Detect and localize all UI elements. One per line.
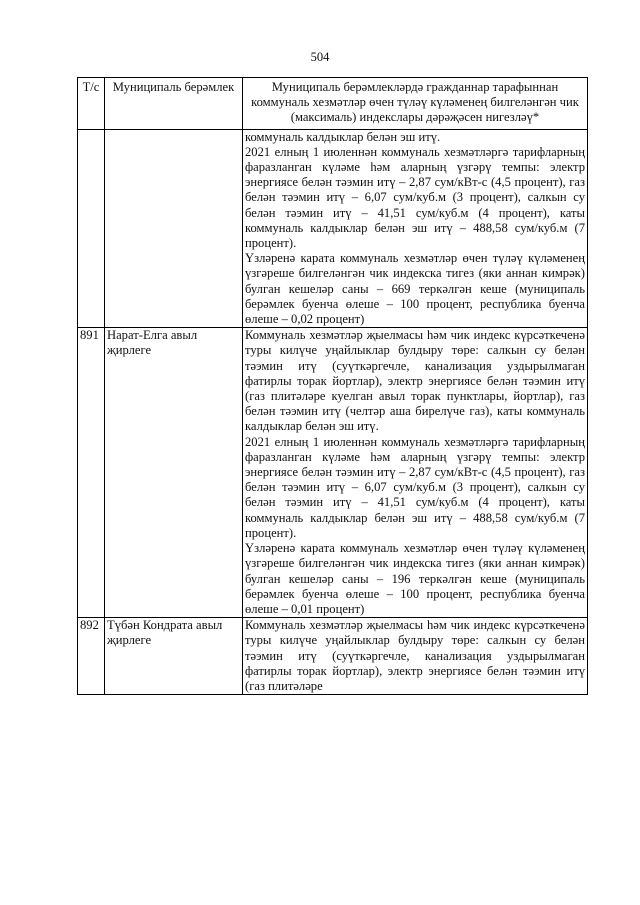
row-municipality: Түбән Кондрата авыл җирлеге: [105, 618, 243, 695]
row-number: 891: [78, 328, 105, 618]
description-paragraph: коммуналь калдыклар белән эш итү.: [245, 129, 441, 144]
table-row: [78, 129, 588, 328]
row-description: [243, 618, 588, 695]
description-paragraph: Коммуналь хезмәтләр җыелмасы һәм чик индекс күрсәткеченә туры килүче уңайлыклар булдыру төре: салкын су белән тәэмин итү (суүткәргечле, канализация уздырылмаган фатирлы торак йортлар), электр энергиясе белән тәэмин итү (газ плитәләре: [245, 618, 585, 693]
header-municipality: Муниципаль берәмлек: [105, 78, 243, 130]
page-number: 504: [310, 50, 330, 64]
description-paragraph: 2021 елның 1 июленнән коммуналь хезмәтләргә тарифларның фаразланган күләме һәм аларның үзгәрү темпы: электр энергиясе белән тәэмин итү – 2,87 сум/кВт-с (4,5 процент), газ белән тәэмин итү – 6,07 сум/куб.м (3 процент), салкын су белән тәэмин итү – 41,51 сум/куб.м (4 процент), каты коммуналь калдыклар белән эш итү – 488,58 сум/куб.м (7 процент).: [245, 434, 585, 540]
table-header-row: [78, 78, 588, 130]
description-paragraph: 2021 елның 1 июленнән коммуналь хезмәтләргә тарифларның фаразланган күләме һәм аларның үзгәрү темпы: электр энергиясе белән тәэмин итү – 2,87 сум/кВт-с (4,5 процент), газ белән тәэмин итү – 6,07 сум/куб.м (3 процент), салкын су белән тәэмин итү – 41,51 сум/куб.м (4 процент), каты коммуналь калдыклар белән эш итү – 488,58 сум/куб.м (7 процент).: [245, 144, 585, 251]
description-paragraph: Үзләренә карата коммуналь хезмәтләр өчен түләү күләменең үзгәреше билгеләнгән чик индекска тигез (яки аннан кимрәк) булган кешеләр саны – 196 теркәлгән кеше (муниципаль берәмлек буенча өлеше – 100 процент, республика буенча өлеше – 0,01 процент): [245, 541, 585, 616]
row-municipality: [105, 129, 243, 328]
row-number: 892: [78, 618, 105, 695]
row-municipality: Нарат-Елга авыл җирлеге: [105, 328, 243, 618]
row-description: [243, 328, 588, 618]
row-description: [243, 129, 588, 328]
row-number: [78, 129, 105, 328]
header-description: Муниципаль берәмлекләрдә гражданнар тарафыннан коммуналь хезмәтләр өчен түләү күләменең билгеләнгән чик (максималь) индекслары дәрәҗәсен нигезләү*: [243, 78, 588, 130]
table-row: [78, 618, 588, 695]
description-paragraph: Коммуналь хезмәтләр җыелмасы һәм чик индекс күрсәткеченә туры килүче уңайлыклар булдыру төре: салкын су белән тәэмин итү (суүткәргечле, канализация уздырылмаган фатирлы торак йортлар), электр энергиясе белән тәэмин итү (газ плитәләре куелган авыл торак пунктлары, йортлар), газ белән тәэмин итү (челтәр аша бирелүче газ), каты коммуналь калдыклар белән эш итү.: [245, 328, 585, 434]
description-paragraph: Үзләренә карата коммуналь хезмәтләр өчен түләү күләменең үзгәреше билгеләнгән чик индекска тигез (яки аннан кимрәк) булган кешеләр саны – 669 теркәлгән кеше (муниципаль берәмлек буенча өлеше – 100 процент, республика буенча өлеше – 0,02 процент): [245, 251, 585, 327]
table-row: [78, 328, 588, 618]
municipal-utility-table: [77, 77, 588, 695]
header-number: Т/с: [78, 78, 105, 130]
